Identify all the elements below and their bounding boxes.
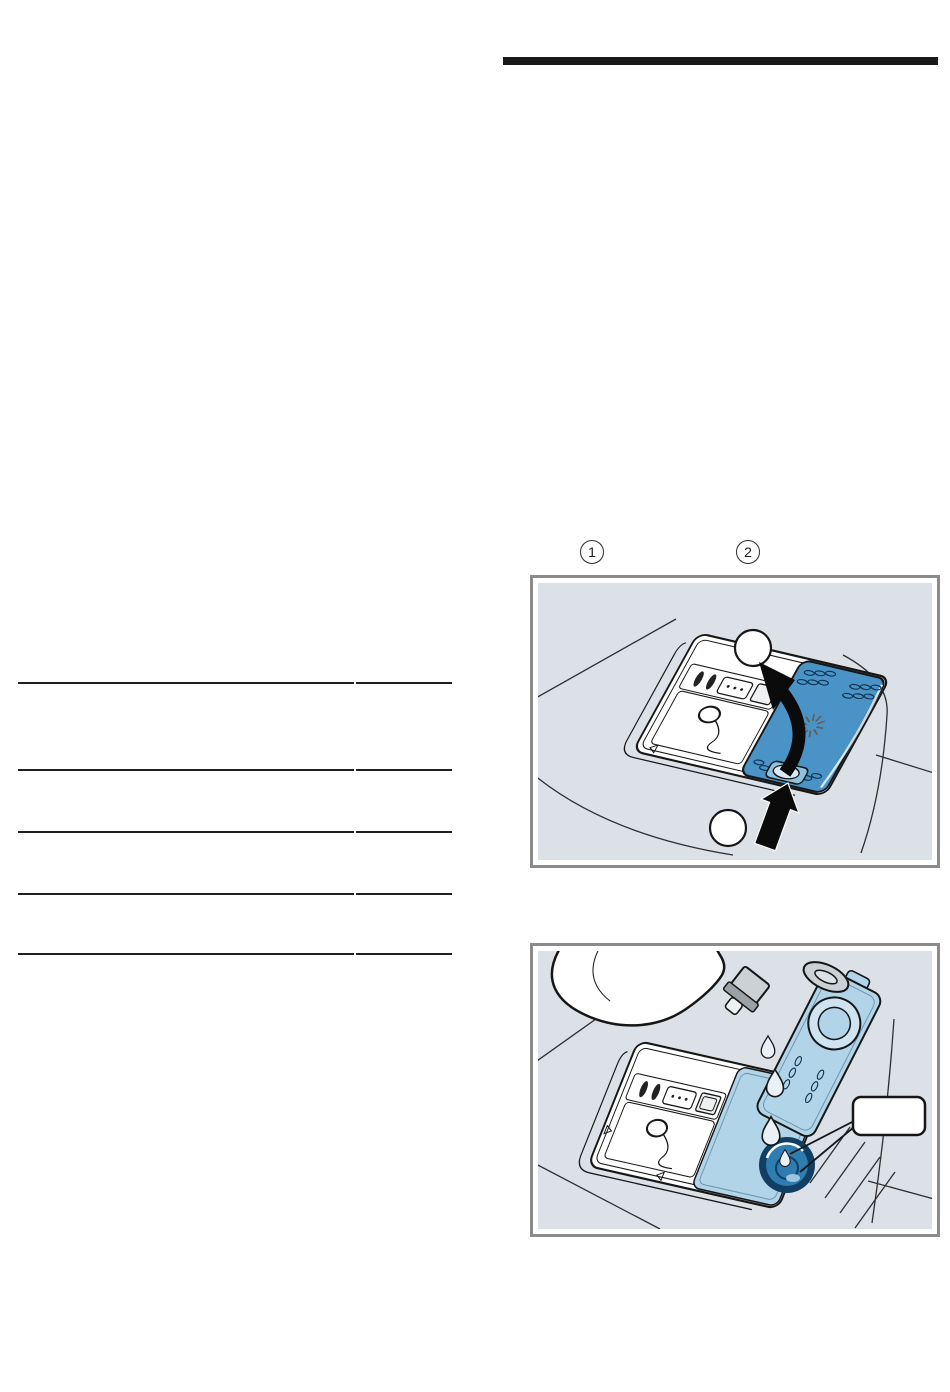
open-dispenser-lid-illustration bbox=[538, 583, 932, 860]
table-rule-left bbox=[18, 831, 354, 833]
table-rule-4 bbox=[18, 893, 452, 895]
pour-rinse-aid-illustration bbox=[538, 951, 932, 1229]
table-rule-right bbox=[356, 769, 452, 771]
table-rule-1 bbox=[18, 682, 452, 684]
table-rule-5 bbox=[18, 953, 452, 955]
callout-circle-button bbox=[710, 810, 746, 846]
table-rule-right bbox=[356, 682, 452, 684]
figure-callout-1: 1 bbox=[580, 540, 604, 564]
table-rule-3 bbox=[18, 831, 452, 833]
table-rule-right bbox=[356, 953, 452, 955]
table-rule-right bbox=[356, 893, 452, 895]
table-rule-left bbox=[18, 953, 354, 955]
table-rule-left bbox=[18, 893, 354, 895]
table-rule-right bbox=[356, 831, 452, 833]
figure-open-dispenser bbox=[530, 575, 940, 868]
table-rule-2 bbox=[18, 769, 452, 771]
callout-label-box bbox=[853, 1097, 925, 1135]
figure-callout-2: 2 bbox=[736, 540, 760, 564]
table-rule-left bbox=[18, 769, 354, 771]
section-divider-bar bbox=[503, 57, 938, 65]
figure-fill-rinse-aid bbox=[530, 943, 940, 1237]
table-rule-left bbox=[18, 682, 354, 684]
callout-circle-lid bbox=[735, 630, 771, 666]
